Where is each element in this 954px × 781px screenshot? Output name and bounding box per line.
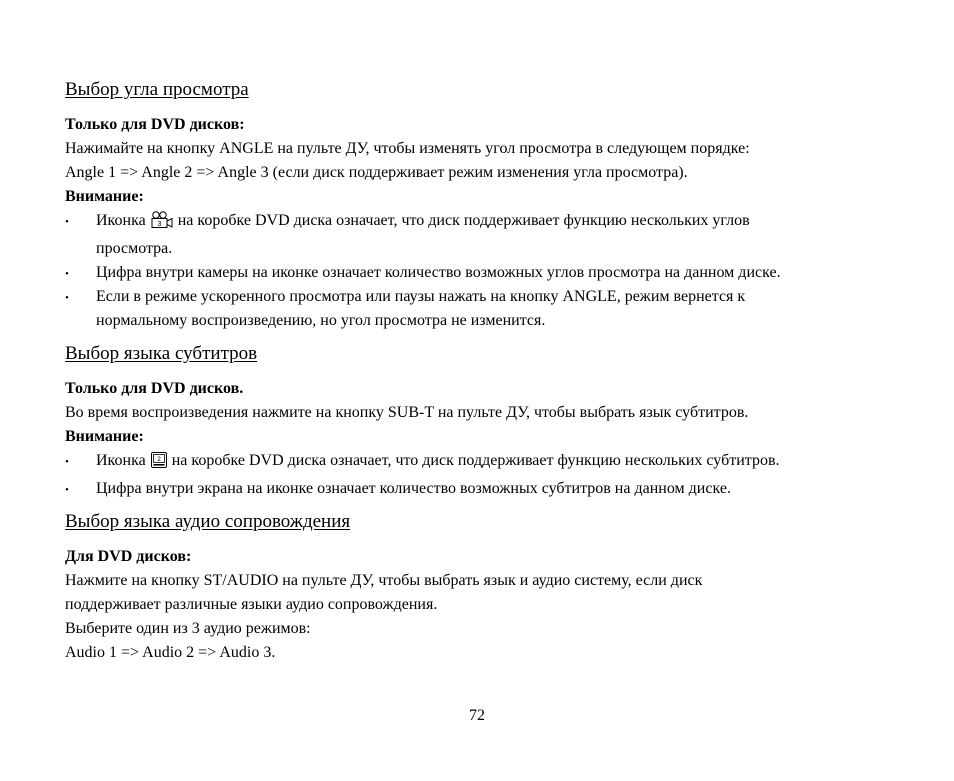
body-line: Во время воспроизведения нажмите на кнопку SUB-T на пульте ДУ, чтобы выбрать язык субтитров. [65, 404, 749, 421]
body-line: Нажимайте на кнопку ANGLE на пульте ДУ, чтобы изменять угол просмотра в следующем порядке: [65, 140, 750, 157]
bullet-text-after: на коробке DVD диска означает, что диск поддерживает функцию нескольких углов [177, 212, 750, 229]
screen-icon-digit: 2 [157, 457, 161, 463]
section-viewing-angle [65, 78, 895, 333]
section-title: Выбор языка аудио сопровождения [65, 511, 351, 532]
list-item [65, 449, 895, 477]
section-title: Выбор языка субтитров [65, 343, 258, 364]
list-item [65, 209, 895, 261]
bullet-text-main: Если в режиме ускоренного просмотра или паузы нажать на кнопку ANGLE, режим вернется к [96, 288, 746, 305]
page-number: 72 [469, 707, 485, 724]
bullet-list [65, 209, 895, 333]
section-subhead: Только для DVD дисков. [65, 380, 244, 397]
bullet-text: Цифра внутри экрана на иконке означает количество возможных субтитров на данном диске. [96, 480, 731, 497]
warning-label: Внимание: [65, 188, 144, 205]
multi-angle-camera-icon [150, 211, 174, 237]
body-line: Выберите один из 3 аудио режимов: [65, 620, 311, 637]
manual-page-content [65, 78, 895, 665]
body-line: Нажмите на кнопку ST/AUDIO на пульте ДУ, чтобы выбрать язык и аудио систему, если диск [65, 572, 703, 589]
section-audio-language [65, 510, 895, 665]
list-item [65, 261, 895, 285]
bullet-text-continuation: просмотра. [96, 240, 173, 257]
section-title: Выбор угла просмотра [65, 79, 249, 100]
body-line: Audio 1 => Audio 2 => Audio 3. [65, 644, 276, 661]
list-item [65, 285, 895, 333]
bullet-text [96, 285, 895, 333]
bullet-dot: • [65, 268, 69, 280]
section-subtitle-language [65, 342, 895, 501]
camera-icon-digit: 3 [157, 221, 162, 228]
bullet-text: Цифра внутри камеры на иконке означает количество возможных углов просмотра на данном диске. [96, 264, 781, 281]
list-item [65, 477, 895, 501]
body-line: Angle 1 => Angle 2 => Angle 3 (если диск поддерживает режим изменения угла просмотра). [65, 164, 688, 181]
bullet-text [96, 449, 895, 477]
section-subhead: Для DVD дисков: [65, 548, 192, 565]
bullet-text-after: на коробке DVD диска означает, что диск поддерживает функцию нескольких субтитров. [171, 452, 780, 469]
bullet-dot: • [65, 456, 69, 468]
bullet-list [65, 449, 895, 501]
bullet-text-before: Иконка [96, 212, 146, 229]
bullet-dot: • [65, 292, 69, 304]
bullet-dot: • [65, 216, 69, 228]
subtitle-screen-icon [150, 451, 168, 477]
bullet-text-continuation: нормальному воспроизведению, но угол просмотра не изменится. [96, 312, 546, 329]
bullet-dot: • [65, 484, 69, 496]
section-subhead: Только для DVD дисков: [65, 116, 245, 133]
body-line: поддерживает различные языки аудио сопровождения. [65, 596, 438, 613]
warning-label: Внимание: [65, 428, 144, 445]
bullet-text-before: Иконка [96, 452, 146, 469]
bullet-text [96, 209, 895, 261]
